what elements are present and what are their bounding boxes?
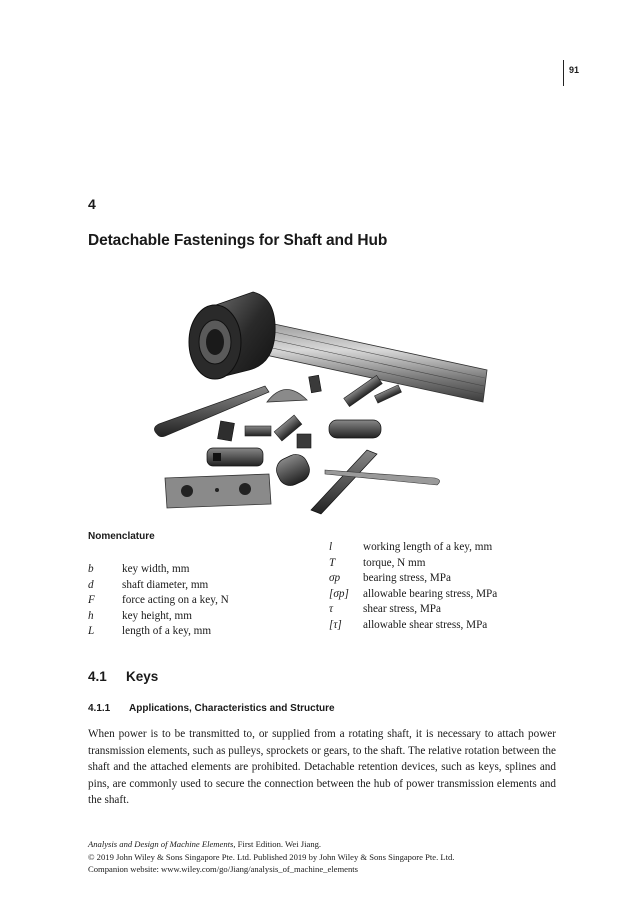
list-item bbox=[88, 578, 229, 594]
page-number: 91 bbox=[563, 60, 579, 86]
definition: shaft diameter, mm bbox=[122, 578, 209, 591]
chapter-title: Detachable Fastenings for Shaft and Hub bbox=[88, 232, 388, 249]
definition: bearing stress, MPa bbox=[363, 572, 451, 584]
symbol: L bbox=[88, 625, 95, 637]
book-title: Analysis and Design of Machine Elements bbox=[88, 839, 234, 849]
nomenclature-right-list bbox=[329, 540, 497, 633]
symbol: F bbox=[88, 594, 95, 606]
definition: key width, mm bbox=[122, 563, 190, 575]
definition: torque, N mm bbox=[363, 556, 426, 569]
symbol: σp bbox=[329, 572, 341, 584]
subsection-number: 4.1.1 bbox=[88, 703, 111, 714]
list-item bbox=[88, 609, 229, 625]
list-item bbox=[329, 540, 497, 556]
symbol: h bbox=[88, 609, 94, 622]
nomenclature-left-list bbox=[88, 562, 229, 640]
symbol: [σp] bbox=[329, 587, 349, 600]
symbol: T bbox=[329, 556, 336, 569]
book-edition-author: , First Edition. Wei Jiang. bbox=[233, 839, 322, 849]
definition: length of a key, mm bbox=[122, 625, 212, 637]
list-item bbox=[88, 593, 229, 609]
symbol: [τ] bbox=[329, 618, 342, 631]
list-item bbox=[329, 556, 497, 572]
subsection-title: Applications, Characteristics and Structure bbox=[129, 703, 335, 714]
chapter-number: 4 bbox=[88, 196, 96, 212]
symbol: d bbox=[88, 578, 94, 591]
nomenclature-heading: Nomenclature bbox=[88, 531, 155, 542]
definition: allowable shear stress, MPa bbox=[363, 618, 488, 631]
section-heading bbox=[88, 669, 158, 684]
list-item bbox=[329, 571, 497, 587]
definition: shear stress, MPa bbox=[363, 603, 441, 615]
section-title: Keys bbox=[126, 669, 159, 684]
list-item bbox=[88, 624, 229, 640]
list-item bbox=[329, 587, 497, 603]
definition: working length of a key, mm bbox=[363, 541, 493, 553]
body-paragraph: When power is to be transmitted to, or supplied from a rotating shaft, it is necessary to attach power transmission elements, such as pulleys, sprockets or gears, to the shaft. The relative rotation between the shaft and the attached elements are prohibited. Detachable retention devices, such as keys, splines and pins, are commonly used to secure the connection between the hub of power transmission elements and the shaft. bbox=[88, 728, 556, 807]
symbol: b bbox=[88, 563, 94, 575]
copyright-line: © 2019 John Wiley & Sons Singapore Pte. Ltd. Published 2019 by John Wiley & Sons Singapore Pte. Ltd. bbox=[88, 851, 455, 862]
list-item bbox=[88, 562, 229, 578]
section-number: 4.1 bbox=[88, 669, 107, 684]
list-item bbox=[329, 618, 497, 634]
definition: allowable bearing stress, MPa bbox=[363, 587, 498, 600]
list-item bbox=[329, 602, 497, 618]
footer bbox=[88, 838, 548, 876]
symbol: l bbox=[329, 541, 333, 553]
fasteners-photo bbox=[145, 278, 495, 518]
definition: key height, mm bbox=[122, 609, 192, 622]
symbol: τ bbox=[329, 603, 334, 615]
companion-website: Companion website: www.wiley.com/go/Jiang/analysis_of_machine_elements bbox=[88, 864, 359, 874]
subsection-heading bbox=[88, 703, 335, 714]
definition: force acting on a key, N bbox=[122, 594, 229, 606]
